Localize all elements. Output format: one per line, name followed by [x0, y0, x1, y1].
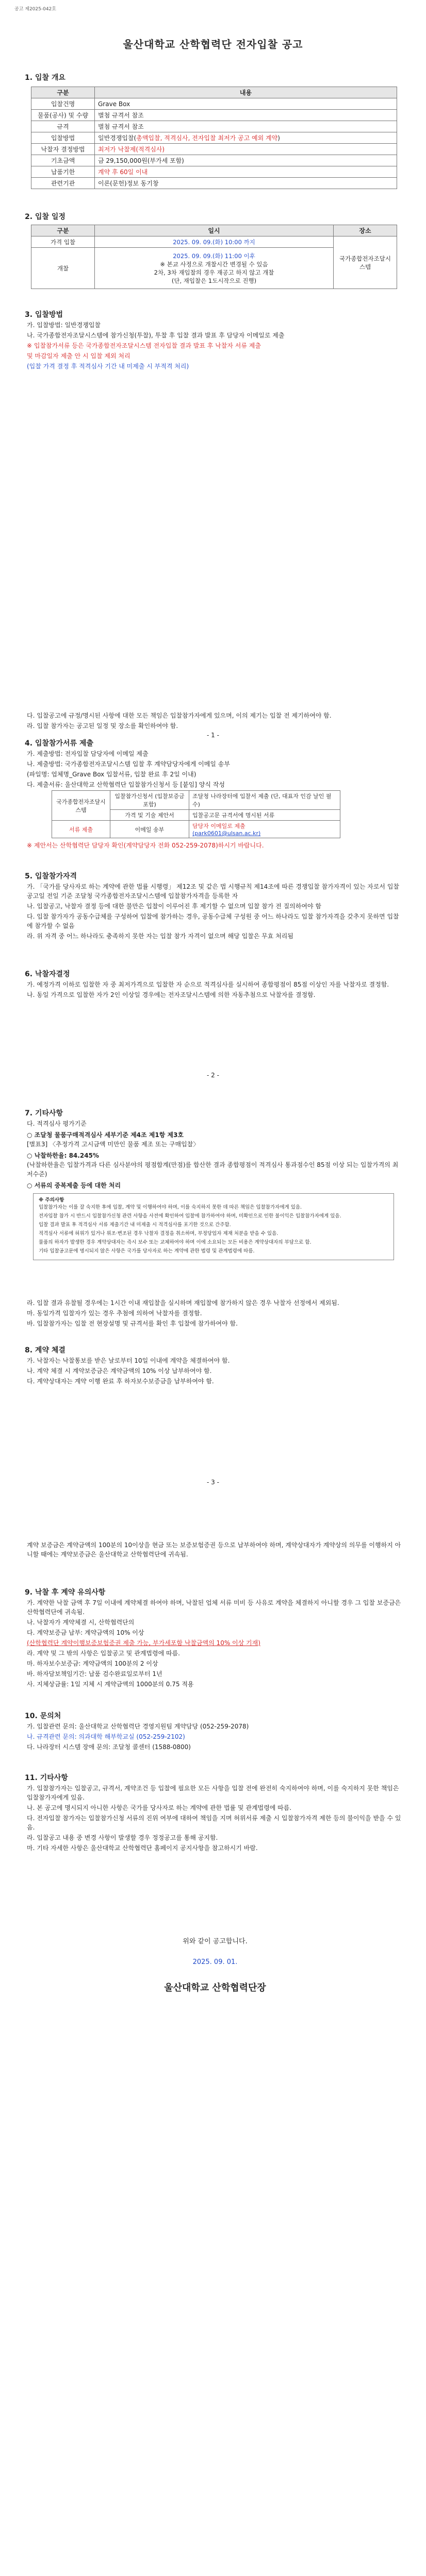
body-line: 다. 제출서류: 울산대학교 산학협력단 입찰참가신청서 등 [붙임] 양식 작성 [27, 781, 225, 788]
body-line: 가. 입찰방법: 일반경쟁입찰 [27, 321, 101, 329]
body-line: 라. 입찰 결과 유찰될 경우에는 1시간 이내 재입찰을 실시하며 재입찰에 참가하지 않은 경우 낙찰자 선정에서 제외됨. [27, 1299, 339, 1307]
page-4 [0, 2241, 426, 2576]
body-line: 가. 입찰참가자는 입찰공고, 규격서, 계약조건 등 입찰에 필요한 모든 사항을 입찰 전에 완전히 숙지하여야 하며, 이를 숙지하지 못한 책임은 입찰참가자에게 있음. [27, 1785, 399, 1801]
caution-heading: ※ 주의사항 [39, 1197, 64, 1203]
body-line: 사. 지체상금률: 1일 지체 시 계약금액의 1000분의 0.75 적용 [27, 1681, 194, 1688]
contact-line: 나. 규격관련 문의: 의과대학 해부학교실 (052-259-2102) [27, 1733, 185, 1740]
body-line: 바. 입찰참가자는 입찰 전 현장설명 및 규격서를 확인 후 입찰에 참가하여야 함. [27, 1320, 238, 1327]
body-line: 나. 입찰공고, 낙찰자 결정 등에 대한 불만은 입찰이 이루어진 후 제기할 수 없으며 입찰 참가 전 질의하여야 함 [27, 903, 321, 910]
red-notice: 및 마감일자 제출 안 시 입찰 제외 처리 [27, 352, 130, 360]
row-label: 입찰건명 [31, 98, 95, 110]
body-line: 바. 하자담보책임기간: 납품 검수완료일로부터 1년 [27, 1670, 162, 1677]
document-title: 울산대학교 산학협력단 전자입찰 공고 [123, 38, 303, 50]
body-line: 나. 동일 가격으로 입찰한 자가 2인 이상일 경우에는 전자조달시스템에 의한 자동추첨으로 낙찰자를 결정함. [27, 991, 316, 998]
eval-criteria-line: [별표3] 〈추정가격 고시금액 미만인 물품 제조 또는 구매입찰〉 [27, 1141, 200, 1148]
section-7-after [27, 1298, 403, 1329]
body-line: 다. 계약보증금 납부: 계약금액의 10% 이상 [27, 1629, 144, 1636]
body-line: 나. 제출방법: 국가종합전자조달시스템 입찰 후 계약담당자에게 이메일 송부 [27, 760, 230, 768]
row-value: 별첨 규격서 참조 [95, 110, 397, 121]
row-label: 관련기관 [31, 178, 95, 189]
row-label: 납품기한 [31, 166, 95, 178]
section-11-body [27, 1784, 403, 1854]
submit-desc [189, 821, 340, 838]
section-4-heading: 4. 입찰참가서류 제출 [25, 739, 93, 748]
body-line: 나. 계약 체결 시 계약보증금은 계약금액의 10% 이상 납부하여야 함. [27, 1367, 212, 1375]
body-line: 나. 국가종합전자조달시스템에 참가신청(투찰), 투찰 후 입찰 결과 발표 후 담당자 이메일로 제출 [27, 332, 285, 339]
eval-criteria-title: ○ 조달청 물품구매적격심사 세부기준 제4조 제1항 제3호 [27, 1131, 184, 1139]
eval-intro: 다. 적격심사 평가기준 [27, 1120, 87, 1127]
caution-item: 전자입찰 참가 시 반드시 입찰참가신청 관련 사항을 사전에 확인하여 입찰에 참가하여야 하며, 미확인으로 인한 불이익은 입찰참가자에게 있음. [39, 1213, 341, 1219]
caution-item: 입찰 결과 발표 후 적격심사 서류 제출기간 내 미제출 시 적격심사를 포기한 것으로 간주함. [39, 1222, 231, 1228]
row-value: 계약 후 60일 이내 [95, 166, 397, 178]
section-4-body [27, 749, 403, 790]
page-number: - 1 - [207, 732, 219, 739]
section-9-heading: 9. 낙찰 후 계약 유의사항 [25, 1588, 106, 1597]
row-label: 낙찰자 결정방법 [31, 144, 95, 155]
section-10-body [27, 1722, 403, 1753]
method-text: 일반경쟁입찰( [98, 134, 137, 142]
section-8-heading: 8. 계약 체결 [25, 1346, 65, 1354]
row-label: 물품(공사) 및 수량 [31, 110, 95, 121]
col-header-place: 장소 [334, 225, 397, 236]
row-label: 입찰방법 [31, 132, 95, 144]
caution-item: 물품의 하자가 발생한 경우 계약상대자는 즉시 보수 또는 교체하여야 하며 이에 소요되는 모든 비용은 계약상대자의 부담으로 함. [39, 1240, 312, 1245]
row-value: 금 29,150,000원(부가세 포함) [95, 155, 397, 166]
page-3 [0, 1494, 426, 2241]
section-7-heading: 7. 기타사항 [25, 1109, 63, 1117]
opening-note: 2차, 3차 재입찰의 경우 재공고 하지 않고 개찰 [154, 268, 274, 276]
submit-doc: 입찰참가신청서 (입찰보증금 포함) [110, 791, 189, 810]
submit-desc: 조달청 나라장터에 입찰서 제출 (단, 대표자 인감 날인 필수) [189, 791, 340, 810]
red-notice: (산학협력단 계약이행보증보험증권 제출 가능, 부가세포함 낙찰금액의 10% 이상 기재) [27, 1639, 260, 1647]
page-2 [0, 712, 426, 1494]
opening-cell [95, 248, 334, 289]
submit-desc: 입찰공고문 규격서에 명시된 서류 [189, 810, 340, 821]
method-text-end: ) [277, 134, 280, 142]
notice-number: 공고 제2025-042호 [14, 7, 56, 12]
submission-note: ※ 제안서는 산학협력단 담당자 확인(계약담당자 전화 052-259-2078)하시기 바랍니다. [27, 842, 264, 849]
col-header-datetime: 일시 [95, 225, 334, 236]
contact-line: 가. 입찰관련 문의: 울산대학교 산학협력단 경영지원팀 계약담당 (052-259-2078) [27, 1723, 249, 1730]
submit-doc: 이메일 송부 [110, 821, 189, 838]
body-line: 다. 계약상대자는 계약 이행 완료 후 하자보수보증금을 납부하여야 함. [27, 1378, 214, 1385]
section-9-body [27, 1598, 403, 1690]
contact-email-link[interactable]: (park0601@ulsan.ac.kr) [192, 830, 261, 837]
issuer-signature: 울산대학교 산학협력단장 [164, 1982, 266, 1993]
col-header-category: 구분 [31, 87, 95, 98]
col-header-content: 내용 [95, 87, 397, 98]
section-6-heading: 6. 낙찰자결정 [25, 970, 70, 978]
row-value [95, 132, 397, 144]
row-value: 최저가 낙찰제(적격심사) [95, 144, 397, 155]
section-3-heading: 3. 입찰방법 [25, 311, 63, 319]
red-notice: ※ 입찰참가서류 등은 국가종합전자조달시스템 전자입찰 결과 발표 후 낙찰자 서류 제출 [27, 342, 261, 349]
duplicate-doc-title: ○ 서류의 중복제출 등에 대한 처리 [27, 1182, 121, 1189]
body-line: 라. 입찰 참가자는 공고된 일정 및 장소를 확인하여야 함. [27, 722, 178, 730]
body-line: 가. 낙찰자는 낙찰통보를 받은 날로부터 10일 이내에 계약을 체결하여야 함. [27, 1357, 230, 1364]
row-value: Grave Box [95, 98, 397, 110]
body-line: 라. 위 자격 중 어느 하나라도 충족하지 못한 자는 입찰 참가 자격이 없으며 해당 입찰은 무효 처리됨 [27, 933, 293, 940]
blue-notice: (입찰 가격 결정 후 적격심사 기간 내 미제출 시 부적격 처리) [27, 363, 189, 370]
schedule-label: 가격 입찰 [31, 236, 95, 248]
section-1-heading: 1. 입찰 개요 [25, 74, 65, 82]
body-line: 다. 전자입찰 참가자는 입찰참가신청 서류의 진위 여부에 대하여 책임을 지며 허위서류 제출 시 입찰참가자격 제한 등의 불이익을 받을 수 있음. [27, 1815, 401, 1831]
section-11-heading: 11. 기타사항 [25, 1774, 68, 1782]
body-line: 나. 낙찰자가 계약체결 시, 산학협력단의 [27, 1619, 135, 1626]
page-number: - 2 - [207, 1072, 219, 1079]
lower-rate-desc: (낙찰하한율은 입찰가격과 다른 심사분야의 평점합계(만점)를 합산한 결과 종합평점이 적격심사 통과점수인 85점 이상 되는 입찰가격의 최저수준) [27, 1161, 399, 1178]
page-1 [0, 0, 426, 747]
body-line: 마. 하자보수보증금: 계약금액의 100분의 2 이상 [27, 1660, 158, 1667]
contact-line: 다. 나라장터 시스템 장애 문의: 조달청 콜센터 (1588-0800) [27, 1743, 191, 1751]
notice-date: 2025. 09. 01. [192, 1958, 238, 1966]
caution-item: 적격심사 서류에 허위가 있거나 위조·변조된 경우 낙찰자 결정을 취소하며, 부정당업자 제재 처분을 받을 수 있음. [39, 1231, 278, 1236]
body-line: 가. 예정가격 이하로 입찰한 자 중 최저가격으로 입찰한 자 순으로 적격심사를 실시하여 종합평점이 85점 이상인 자를 낙찰자로 결정함. [27, 981, 389, 988]
section-5-heading: 5. 입찰참가자격 [25, 872, 77, 880]
body-line: 라. 입찰공고 내용 중 변경 사항이 발생할 경우 정정공고를 통해 공지함. [27, 1834, 218, 1841]
body-line: 라. 계약 및 그 밖의 사항은 입찰공고 및 관계법령에 따름. [27, 1650, 180, 1657]
submission-table [52, 790, 340, 838]
section-6-body [27, 980, 403, 1001]
body-line: 마. 동일가격 입찰자가 있는 경우 추첨에 의하여 낙찰자를 결정함. [27, 1310, 202, 1317]
section-8-body [27, 1356, 403, 1387]
body-line: 나. 본 공고에 명시되지 아니한 사항은 국가를 당사자로 하는 계약에 관한 법률 및 관계법령에 따름. [27, 1804, 292, 1811]
submit-label: 서류 제출 [52, 821, 110, 838]
section-10-heading: 10. 문의처 [25, 1712, 61, 1720]
row-label: 규격 [31, 121, 95, 132]
row-label: 기초금액 [31, 155, 95, 166]
caution-item: 입찰참가자는 이를 잘 숙지한 후에 입찰, 계약 및 이행하여야 하며, 이를 숙지하지 못한 데 따른 책임은 입찰참가자에게 있음. [39, 1205, 302, 1210]
opening-note: (단, 재입찰은 1도시작으로 진행) [171, 277, 257, 284]
section-2-heading: 2. 입찰 일정 [25, 213, 65, 221]
page-number: - 3 - [207, 1479, 219, 1486]
bid-deadline: 2025. 09. 09.(화) 10:00 까지 [95, 236, 334, 248]
row-value: 이론(문헌)정보 동기창 [95, 178, 397, 189]
page3-top: 계약 보증금은 계약금액의 100분의 10이상을 현금 또는 보증보험증권 등으로 납부하여야 하며, 계약상대자가 계약상의 의무를 이행하지 아니할 때에는 계약보증금은 울산대학교 산학협력단에 귀속됨. [27, 1541, 401, 1558]
lower-rate-title: ○ 낙찰하한율: 84.245% [27, 1152, 99, 1159]
opening-time: 2025. 09. 09.(화) 11:00 이후 [173, 252, 255, 260]
col-header-type: 구분 [31, 225, 95, 236]
body-line: 다. 입찰공고에 규정/명시된 사항에 대한 모든 책임은 입찰참가자에게 있으며, 이의 제기는 입찰 전 제기하여야 함. [27, 712, 332, 719]
section-5-body [27, 882, 403, 942]
submit-doc: 가격 및 기술 제안서 [110, 810, 189, 821]
body-line: 가. 계약한 낙찰 금액 후 7일 이내에 계약체결 하여야 하며, 낙찰된 업체 서류 미비 등 사유로 계약을 체결하지 아니할 경우 그 입찰 보증금은 산학협력단에 귀속됨. [27, 1599, 401, 1616]
caution-box [33, 1193, 394, 1260]
row-value: 별첨 규격서 참조 [95, 121, 397, 132]
body-line: 다. 입찰 참가자가 공동수급체를 구성하여 입찰에 참가하는 경우, 공동수급체 구성원 중 어느 하나라도 입찰 참가자격을 갖추지 못하면 입찰에 참가할 수 없음 [27, 913, 399, 929]
body-line: 가. 「국가를 당사자로 하는 계약에 관한 법률 시행령」 제12조 및 같은 법 시행규칙 제14조에 따른 경쟁입찰 참가자격이 있는 자로서 입찰공고일 전일 기준 조달청 국가종합전자조달시스템에 입찰참가자격을 등록한 자 [27, 883, 400, 900]
opening-note: ※ 본교 사정으로 개찰시간 변경될 수 있음 [160, 260, 268, 268]
body-line: 가. 제출방법: 전자입찰 담당자에 이메일 제출 [27, 750, 149, 757]
body-line: 마. 기타 자세한 사항은 울산대학교 산학협력단 홈페이지 공지사항을 참고하시기 바람. [27, 1844, 258, 1852]
method-highlight: 총액입찰, 적격심사, 전자입찰 최저가 공고 예외 계약 [136, 134, 278, 142]
section-3-body [27, 320, 403, 372]
caution-item: 기타 입찰공고문에 명시되지 않은 사항은 국가를 당사자로 하는 계약에 관한 법령 및 관계법령에 따름. [39, 1248, 255, 1254]
submit-label: 국가종합전자조달시스템 [52, 791, 110, 821]
schedule-label: 개찰 [31, 248, 95, 289]
place-value: 국가종합전자조달시스템 [334, 236, 397, 289]
schedule-table [31, 225, 397, 289]
closing-statement: 위와 같이 공고합니다. [183, 1938, 248, 1945]
body-line: (파일명: 업체명_Grave Box 입찰서류, 입찰 완료 후 2일 이내) [27, 771, 196, 778]
overview-table [31, 87, 397, 189]
submit-desc-text: 담당자 이메일로 제출 [192, 823, 245, 829]
section-3b-body [27, 711, 403, 732]
